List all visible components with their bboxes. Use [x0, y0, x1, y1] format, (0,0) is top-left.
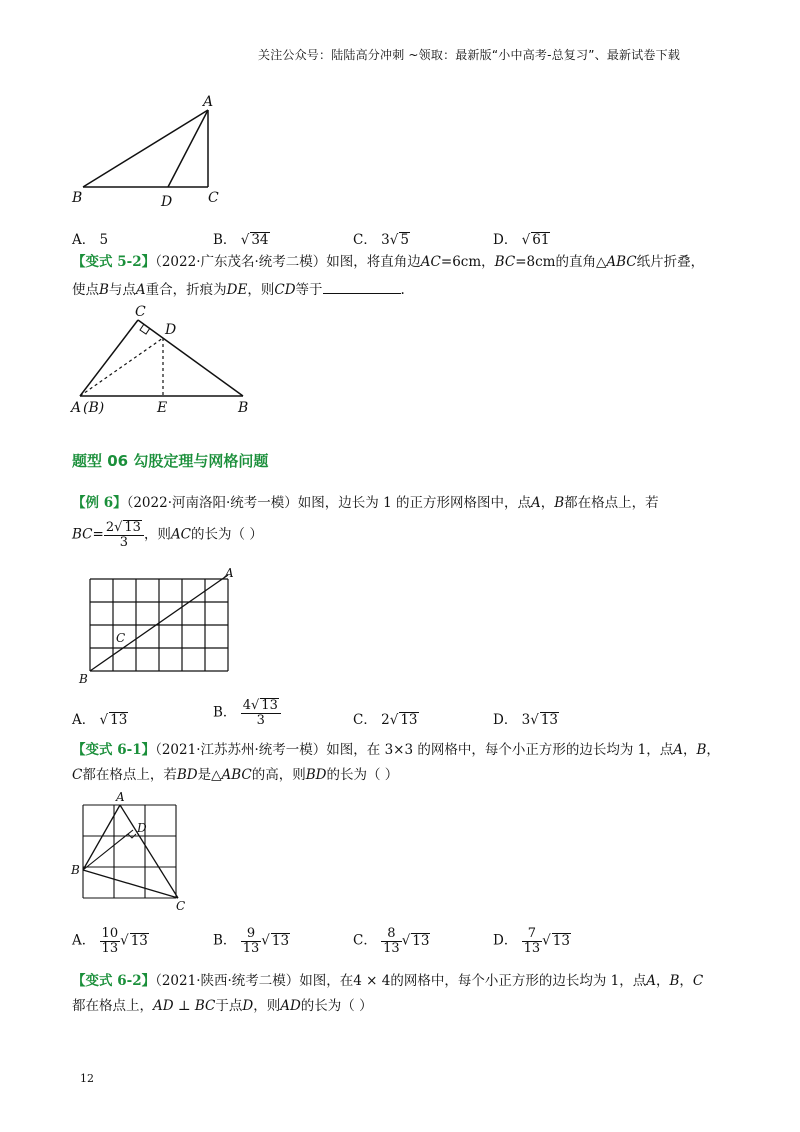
label-c: C: [176, 899, 186, 913]
label-a: A: [116, 790, 125, 804]
option-c: C． 3√ 5: [353, 232, 409, 248]
q5-2-line2: 使点B与点A重合，折痕为DE，则CD等于 .: [72, 282, 405, 298]
label-d: D: [137, 821, 147, 835]
option-a: A． 5: [72, 232, 109, 248]
figure-grid-6x4: [75, 565, 245, 690]
page-header: 关注公众号：陆陆高分冲刺 ~领取：最新版“小中高考-总复习”、最新试卷下载: [258, 48, 681, 62]
label-c: C: [208, 190, 219, 206]
section-title: 题型 06 勾股定理与网格问题: [72, 452, 269, 470]
q6-line1: 【例 6】（2022·河南洛阳·统考一模）如图，边长为 1 的正方形网格图中，点A，B都在格点上，若: [72, 495, 659, 511]
option-a: A． $\frac{10}{13}$ √ 13: [72, 926, 148, 956]
q6-line2: BC= $\frac{2√ 13}{3}$ ，则AC的长为（ ）: [72, 520, 263, 551]
q6-1-line2: C都在格点上，若BD是△ABC的高，则BD的长为（ ）: [72, 767, 399, 783]
option-b: B． $\frac{9}{13}$ √ 13: [213, 926, 290, 956]
q6-1-line1: 【变式 6-1】（2021·江苏苏州·统考一模）如图，在 3×3 的网格中，每个小正方形的边长均为 1，点A，B，: [72, 742, 720, 758]
segment-ad-dashed: [80, 338, 163, 396]
segment-ab: [83, 110, 208, 187]
option-b: B． √ 34: [213, 232, 269, 248]
label-b: B: [71, 863, 80, 877]
option-d: D． 3√ 13: [493, 712, 559, 728]
segment-cb: [138, 320, 243, 396]
label-a: A: [225, 566, 234, 580]
label-d: D: [161, 194, 173, 210]
q6-2-line1: 【变式 6-2】（2021·陕西·统考二模）如图，在4 × 4的网格中，每个小正方形的边长均为 1，点A，B，C: [72, 973, 704, 989]
option-d: D． $\frac{7}{13}$ √ 13: [493, 926, 570, 956]
option-a: A． √ 13: [72, 712, 128, 728]
option-b: B． $\frac{4√ 13}{3}$: [213, 698, 281, 728]
label-a: A: [203, 94, 214, 110]
label-d: D: [165, 322, 177, 338]
segment-ac: [80, 320, 138, 396]
option-d: D． √ 61: [493, 232, 550, 248]
label-b: B: [238, 400, 249, 416]
label-c: C: [135, 304, 146, 320]
label-b: B: [79, 672, 88, 686]
figure-triangle-abc-d: [60, 90, 230, 215]
figure-fold-triangle: [65, 300, 265, 420]
figure-grid-3x3: [68, 790, 198, 915]
fraction: $\frac{2√ 13}{3}$: [104, 520, 144, 550]
label-a: A: [71, 400, 82, 416]
label-b: B: [72, 190, 83, 206]
answer-blank: [323, 281, 401, 294]
label-b-paren: (B): [83, 400, 105, 416]
option-c: C． 2√ 13: [353, 712, 418, 728]
label-e: E: [157, 400, 168, 416]
page-number: 12: [80, 1072, 94, 1085]
option-c: C． $\frac{8}{13}$ √ 13: [353, 926, 430, 956]
q5-2-line1: 【变式 5-2】（2022·广东茂名·统考二模）如图，将直角边AC=6cm，BC=8cm的直角△ABC纸片折叠，: [72, 254, 705, 270]
q6-2-line2: 都在格点上，AD ⊥ BC于点D，则AD的长为（ ）: [72, 998, 373, 1014]
label-c: C: [116, 631, 126, 645]
